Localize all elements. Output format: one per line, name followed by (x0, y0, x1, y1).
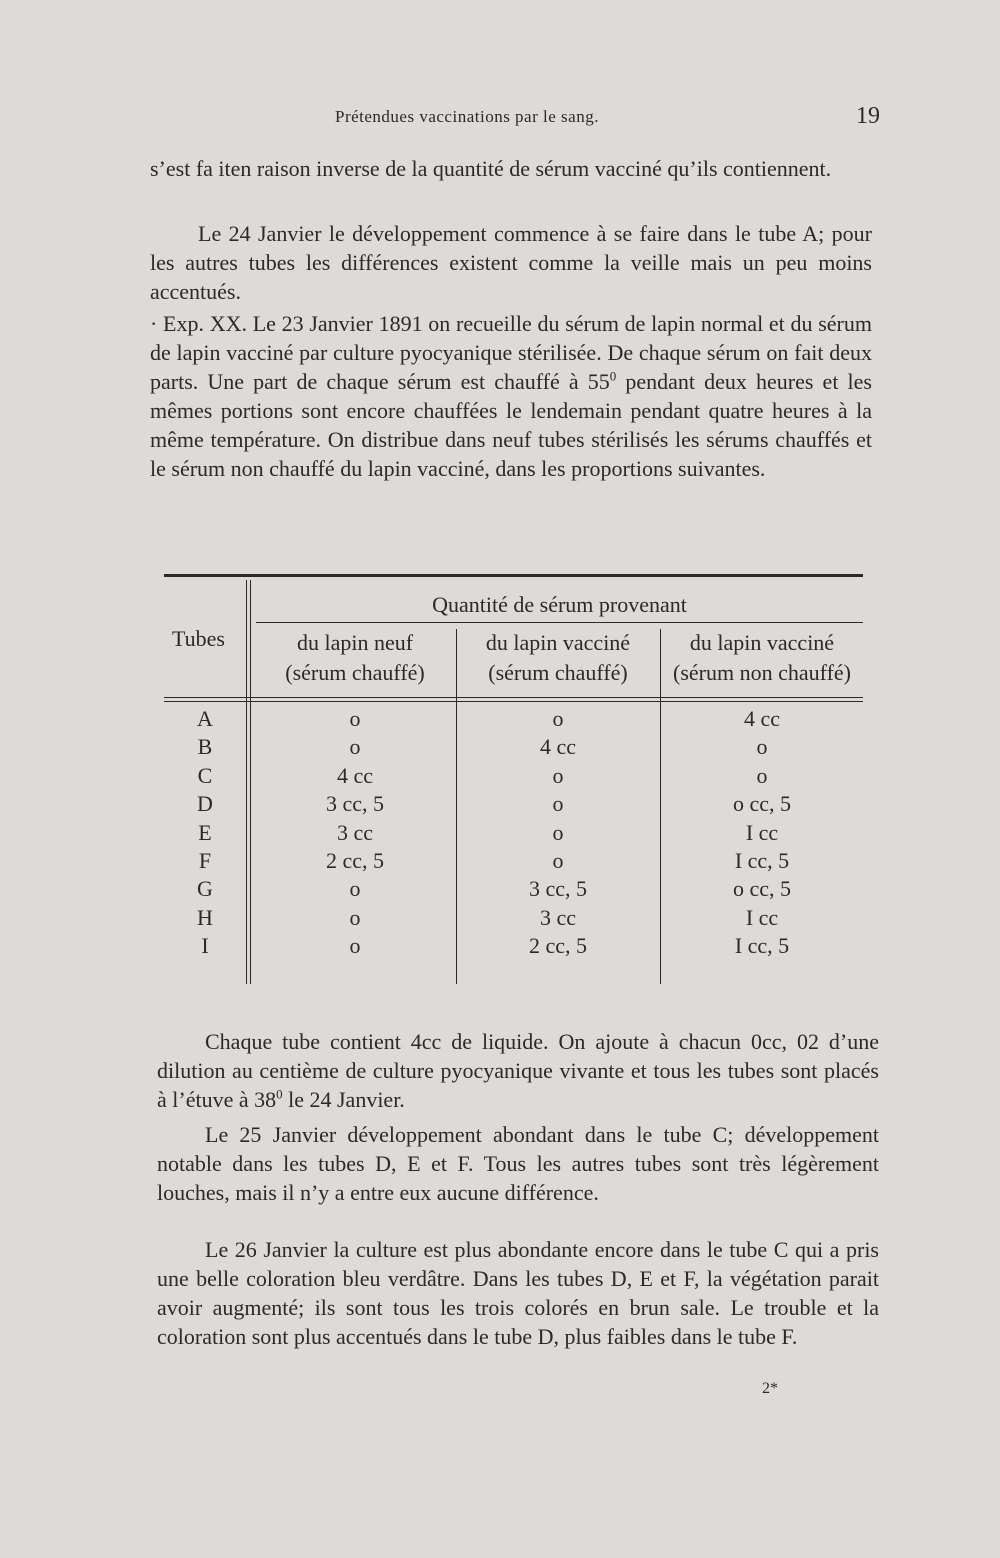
table-cell: o (349, 933, 361, 959)
col-header-2-line2: (sérum chauffé) (488, 660, 628, 685)
group-header-rule (256, 622, 863, 623)
table-cell: o (552, 791, 564, 817)
table-cell: o (349, 876, 361, 902)
tube-label: H (197, 904, 213, 930)
table-cell: o (552, 706, 564, 731)
table-cell: o (552, 819, 564, 845)
group-header: Quantité de sérum provenant (432, 592, 687, 617)
col-header-1-line1: du lapin neuf (296, 630, 414, 655)
paragraph-25-janvier: Le 25 Janvier développement abondant dans le tube C; développement notable dans les tubes D, E et F. Tous les autres tubes sont très légèrement louches, mais il n’y a entre eux aucune différence. (157, 1122, 879, 1205)
serum-table (164, 574, 863, 984)
tube-label: A (197, 706, 213, 731)
table-cell: I cc, 5 (734, 848, 790, 873)
tubes-divider (246, 580, 247, 984)
tube-label: G (197, 876, 213, 902)
table-cell: 3 cc, 5 (325, 791, 385, 817)
table-cell: o (552, 848, 564, 873)
table-cell: o (552, 762, 564, 788)
col-header-2-line1: du lapin vacciné (485, 630, 631, 655)
table-cell: I cc (745, 904, 779, 930)
table-cell: 2 cc, 5 (528, 933, 588, 959)
col-header-1-line2: (sérum chauffé) (285, 660, 425, 685)
running-title: Prétendues vaccinations par le sang. (335, 107, 599, 126)
tube-label: C (197, 762, 213, 788)
tube-label: E (198, 819, 212, 845)
col-header-3-line1: du lapin vacciné (689, 630, 835, 655)
col-header-3-line2: (sérum non chauffé) (673, 660, 851, 685)
column-divider (456, 629, 457, 984)
table-cell: o cc, 5 (732, 791, 792, 817)
table-cell: 3 cc (336, 819, 374, 845)
table-cell: o (756, 734, 768, 760)
table-cell: I cc, 5 (734, 933, 790, 959)
tube-label: B (197, 734, 213, 760)
paragraph-exp-xx-text-cont: pendant deux heures et les mêmes portions sont encore chauffées le lendemain pendant quatre heures à la même température. On distribue dans neuf tubes stérilisés les sérums chauffés et le sérum non chauffé du lapin vacciné, dans les proportions suivantes. (150, 369, 872, 481)
page-number: 19 (856, 103, 880, 129)
paragraph-tube-text-cont: le 24 Janvier. (282, 1087, 405, 1112)
paragraph-tube-contents (157, 1027, 879, 1114)
paragraph-26-janvier: Le 26 Janvier la culture est plus abondante encore dans le tube C qui a pris une belle coloration bleu verdâtre. Dans les tubes D, E et F, la végétation parait avoir augmenté; ils sont tous les trois colorés en brun sale. Le trouble et la coloration sont plus accentués dans le tube D, plus faibles dans le tube F. (157, 1237, 879, 1349)
table-cell: I cc (745, 819, 779, 845)
paragraph-1: s’est fa iten raison inverse de la quantité de sérum vacciné qu’ils contiennent. (150, 156, 832, 181)
signature-mark: 2* (762, 1380, 778, 1397)
header-double-rule (164, 701, 863, 702)
tube-label: D (197, 791, 213, 817)
running-header (150, 103, 880, 133)
table-cell: o cc, 5 (732, 876, 792, 902)
table-cell: 4 cc (336, 762, 374, 788)
tubes-header: Tubes (172, 626, 225, 651)
paragraph-exp-xx-text: · Exp. XX. Le 23 Janvier 1891 on recueille du sérum de lapin normal et du sérum de lapin vacciné par culture pyocyanique stérilisée. De chaque sérum on fait deux parts. Une part de chaque sérum est chauffé à 55 (150, 311, 872, 394)
table-cell: o (349, 734, 361, 760)
header-double-rule (164, 697, 863, 698)
table-cell: o (756, 762, 768, 788)
paragraph-tube-text: Chaque tube contient 4cc de liquide. On ajoute à chacun 0cc, 02 d’une dilution au centième de culture pyocyanique vivante et tous les tubes sont placés à l’étuve à 38 (157, 1029, 879, 1112)
table-top-rule (164, 574, 863, 577)
table-cell: 3 cc, 5 (528, 876, 588, 902)
tubes-divider (250, 580, 251, 984)
degree-sup: 0 (609, 368, 617, 384)
table-cell: o (349, 706, 361, 731)
table-cell: 2 cc, 5 (325, 848, 385, 873)
tube-label: F (198, 848, 212, 873)
table-cell: 4 cc (743, 706, 781, 731)
paragraph-exp-xx (150, 309, 872, 483)
paragraph-2: Le 24 Janvier le développement commence à se faire dans le tube A; pour les autres tubes les différences existent comme la veille mais un peu moins accentués. (150, 221, 872, 304)
degree-sup: 0 (276, 1086, 283, 1102)
table-cell: o (349, 904, 361, 930)
tube-label: I (201, 933, 209, 959)
table-cell: 3 cc (539, 904, 577, 930)
table-cell: 4 cc (539, 734, 577, 760)
